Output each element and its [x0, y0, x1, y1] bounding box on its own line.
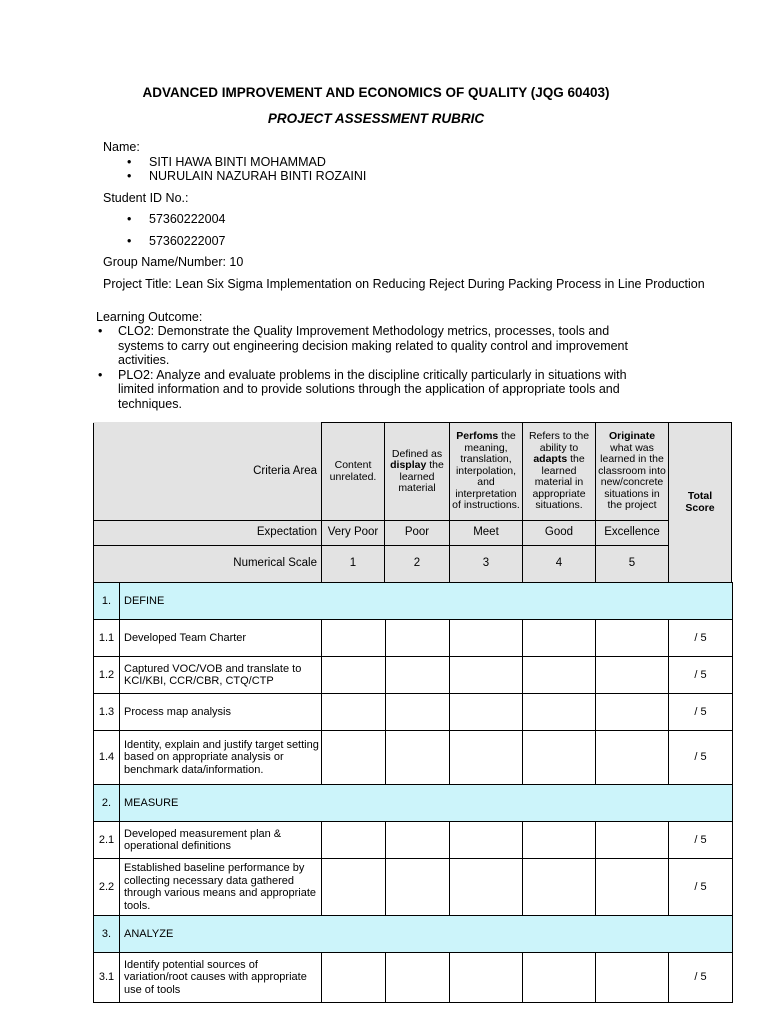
total-score-cell: / 5	[669, 731, 733, 785]
score-cell-2[interactable]	[386, 953, 450, 1003]
level-desc-3: Perfoms the meaning, translation, interpolation, and interpretation of instructions.	[450, 423, 523, 521]
expectation-2: Poor	[385, 521, 450, 546]
score-cell-3[interactable]	[450, 859, 523, 916]
criteria-row	[94, 731, 733, 785]
score-cell-1[interactable]	[322, 859, 386, 916]
score-cell-2[interactable]	[386, 694, 450, 731]
score-cell-5[interactable]	[596, 859, 669, 916]
criteria-text: Established baseline performance by collecting necessary data gathered through various means and appropriate tools.	[120, 859, 322, 916]
criteria-row	[94, 694, 733, 731]
score-cell-1[interactable]	[322, 657, 386, 694]
criteria-row	[94, 953, 733, 1003]
name-label: Name:	[103, 140, 140, 154]
criteria-area-label: Criteria Area	[94, 423, 322, 521]
expectation-1: Very Poor	[322, 521, 385, 546]
score-cell-4[interactable]	[523, 859, 596, 916]
scale-4: 4	[523, 546, 596, 583]
total-score-header: Total Score	[669, 423, 732, 583]
total-score-cell: / 5	[669, 822, 733, 859]
scale-2: 2	[385, 546, 450, 583]
criteria-row	[94, 620, 733, 657]
project-title: Project Title: Lean Six Sigma Implementation on Reducing Reject During Packing Process in Line Production	[103, 277, 705, 291]
section-number: 1.	[94, 583, 120, 620]
learning-outcome-plo2: • PLO2: Analyze and evaluate problems in the discipline critically particularly in situations with limited information and to provide solutions through the application of appropriate tools and techniques.	[96, 368, 656, 412]
score-cell-1[interactable]	[322, 731, 386, 785]
score-cell-4[interactable]	[523, 953, 596, 1003]
section-title: ANALYZE	[120, 916, 733, 953]
level-desc-5: Originate what was learned in the classroom into new/concrete situations in the project	[596, 423, 669, 521]
criteria-text: Developed Team Charter	[120, 620, 322, 657]
learning-outcome-list	[96, 324, 656, 411]
student-id-1: • 57360222004	[127, 212, 226, 226]
student-id-2: • 57360222007	[127, 234, 226, 248]
criteria-row	[94, 657, 733, 694]
score-cell-2[interactable]	[386, 731, 450, 785]
criteria-row	[94, 859, 733, 916]
section-row	[94, 916, 733, 953]
criteria-number: 1.4	[94, 731, 120, 785]
section-title: DEFINE	[120, 583, 733, 620]
level-desc-4: Refers to the ability to adapts the learned material in appropriate situations.	[523, 423, 596, 521]
learning-outcome-label: Learning Outcome:	[96, 310, 203, 324]
total-score-cell: / 5	[669, 859, 733, 916]
score-cell-4[interactable]	[523, 731, 596, 785]
document-title: ADVANCED IMPROVEMENT AND ECONOMICS OF QUALITY (JQG 60403)	[142, 85, 610, 100]
score-cell-3[interactable]	[450, 694, 523, 731]
criteria-number: 2.1	[94, 822, 120, 859]
score-cell-3[interactable]	[450, 657, 523, 694]
level-desc-2: Defined as display the learned material	[385, 423, 450, 521]
score-cell-5[interactable]	[596, 657, 669, 694]
score-cell-5[interactable]	[596, 620, 669, 657]
total-score-cell: / 5	[669, 953, 733, 1003]
score-cell-5[interactable]	[596, 731, 669, 785]
student-name-1: • SITI HAWA BINTI MOHAMMAD	[127, 155, 326, 169]
total-score-cell: / 5	[669, 694, 733, 731]
group-name: Group Name/Number: 10	[103, 255, 244, 269]
section-row	[94, 785, 733, 822]
score-cell-3[interactable]	[450, 953, 523, 1003]
level-desc-1: Content unrelated.	[322, 423, 385, 521]
section-number: 3.	[94, 916, 120, 953]
criteria-text: Captured VOC/VOB and translate to KCI/KBI, CCR/CBR, CTQ/CTP	[120, 657, 322, 694]
scale-1: 1	[322, 546, 385, 583]
total-score-cell: / 5	[669, 657, 733, 694]
score-cell-4[interactable]	[523, 620, 596, 657]
score-cell-2[interactable]	[386, 822, 450, 859]
learning-outcome-clo2: • CLO2: Demonstrate the Quality Improvement Methodology metrics, processes, tools and systems to carry out engineering decision making related to quality control and improvement activities.	[96, 324, 656, 368]
criteria-number: 3.1	[94, 953, 120, 1003]
score-cell-3[interactable]	[450, 731, 523, 785]
student-name-2: • NURULAIN NAZURAH BINTI ROZAINI	[127, 169, 367, 183]
criteria-number: 1.3	[94, 694, 120, 731]
rubric-body	[93, 582, 733, 1003]
criteria-text: Process map analysis	[120, 694, 322, 731]
scale-5: 5	[596, 546, 669, 583]
rubric-table	[93, 582, 733, 1003]
numerical-scale-label: Numerical Scale	[94, 546, 322, 583]
score-cell-2[interactable]	[386, 620, 450, 657]
criteria-text: Developed measurement plan & operational definitions	[120, 822, 322, 859]
expectation-3: Meet	[450, 521, 523, 546]
score-cell-4[interactable]	[523, 822, 596, 859]
score-cell-5[interactable]	[596, 694, 669, 731]
rubric-header-table	[93, 422, 732, 583]
score-cell-2[interactable]	[386, 657, 450, 694]
score-cell-2[interactable]	[386, 859, 450, 916]
score-cell-5[interactable]	[596, 822, 669, 859]
criteria-number: 1.2	[94, 657, 120, 694]
section-row	[94, 583, 733, 620]
document-subtitle: PROJECT ASSESSMENT RUBRIC	[267, 111, 485, 126]
student-id-label: Student ID No.:	[103, 191, 189, 205]
score-cell-5[interactable]	[596, 953, 669, 1003]
total-score-cell: / 5	[669, 620, 733, 657]
criteria-text: Identify potential sources of variation/root causes with appropriate use of tools	[120, 953, 322, 1003]
score-cell-4[interactable]	[523, 694, 596, 731]
score-cell-1[interactable]	[322, 822, 386, 859]
criteria-text: Identity, explain and justify target setting based on appropriate analysis or benchmark data/information.	[120, 731, 322, 785]
scale-3: 3	[450, 546, 523, 583]
score-cell-3[interactable]	[450, 620, 523, 657]
criteria-number: 1.1	[94, 620, 120, 657]
criteria-row	[94, 822, 733, 859]
score-cell-1[interactable]	[322, 953, 386, 1003]
expectation-label: Expectation	[94, 521, 322, 546]
expectation-4: Good	[523, 521, 596, 546]
section-title: MEASURE	[120, 785, 733, 822]
expectation-5: Excellence	[596, 521, 669, 546]
score-cell-1[interactable]	[322, 620, 386, 657]
rubric-header	[93, 422, 732, 583]
score-cell-3[interactable]	[450, 822, 523, 859]
criteria-number: 2.2	[94, 859, 120, 916]
score-cell-1[interactable]	[322, 694, 386, 731]
section-number: 2.	[94, 785, 120, 822]
score-cell-4[interactable]	[523, 657, 596, 694]
